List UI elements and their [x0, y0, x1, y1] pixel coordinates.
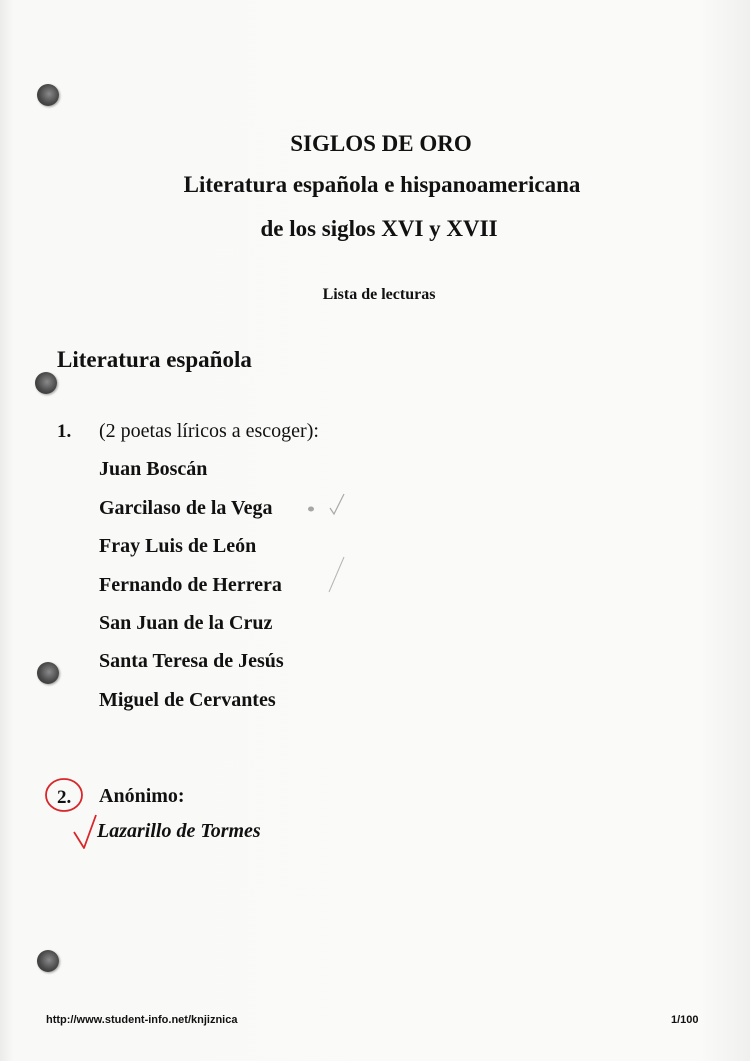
section-heading: Literatura española	[57, 347, 252, 372]
document-subtitle-line1: Literatura española e hispanoamericana	[183, 172, 581, 197]
item-number: 2.	[57, 787, 72, 808]
author-name: Fernando de Herrera	[99, 574, 282, 596]
document-subtitle-line2: de los siglos XVI y XVII	[260, 216, 498, 241]
author-name: Garcilaso de la Vega	[99, 497, 273, 519]
author-name: San Juan de la Cruz	[99, 612, 273, 634]
footer-url: http://www.student-info.net/knjiznica	[46, 1014, 238, 1026]
page-number: 1/100	[671, 1014, 699, 1026]
item-number: 1.	[57, 421, 72, 442]
item-intro: (2 poetas líricos a escoger):	[99, 420, 319, 442]
author-name: Santa Teresa de Jesús	[99, 650, 284, 672]
author-name: Miguel de Cervantes	[99, 689, 276, 711]
reading-list-label: Lista de lecturas	[322, 286, 436, 303]
pencil-checkmark	[330, 494, 344, 514]
pencil-dot	[308, 507, 314, 512]
author-name: Juan Boscán	[99, 458, 208, 480]
work-title: Lazarillo de Tormes	[97, 820, 261, 842]
red-circle-mark	[46, 779, 82, 811]
pencil-stroke	[329, 557, 344, 592]
author-name: Fray Luis de León	[99, 535, 257, 557]
red-checkmark	[74, 815, 96, 848]
document-title: SIGLOS DE ORO	[290, 131, 472, 156]
author-name: Anónimo:	[99, 785, 185, 807]
